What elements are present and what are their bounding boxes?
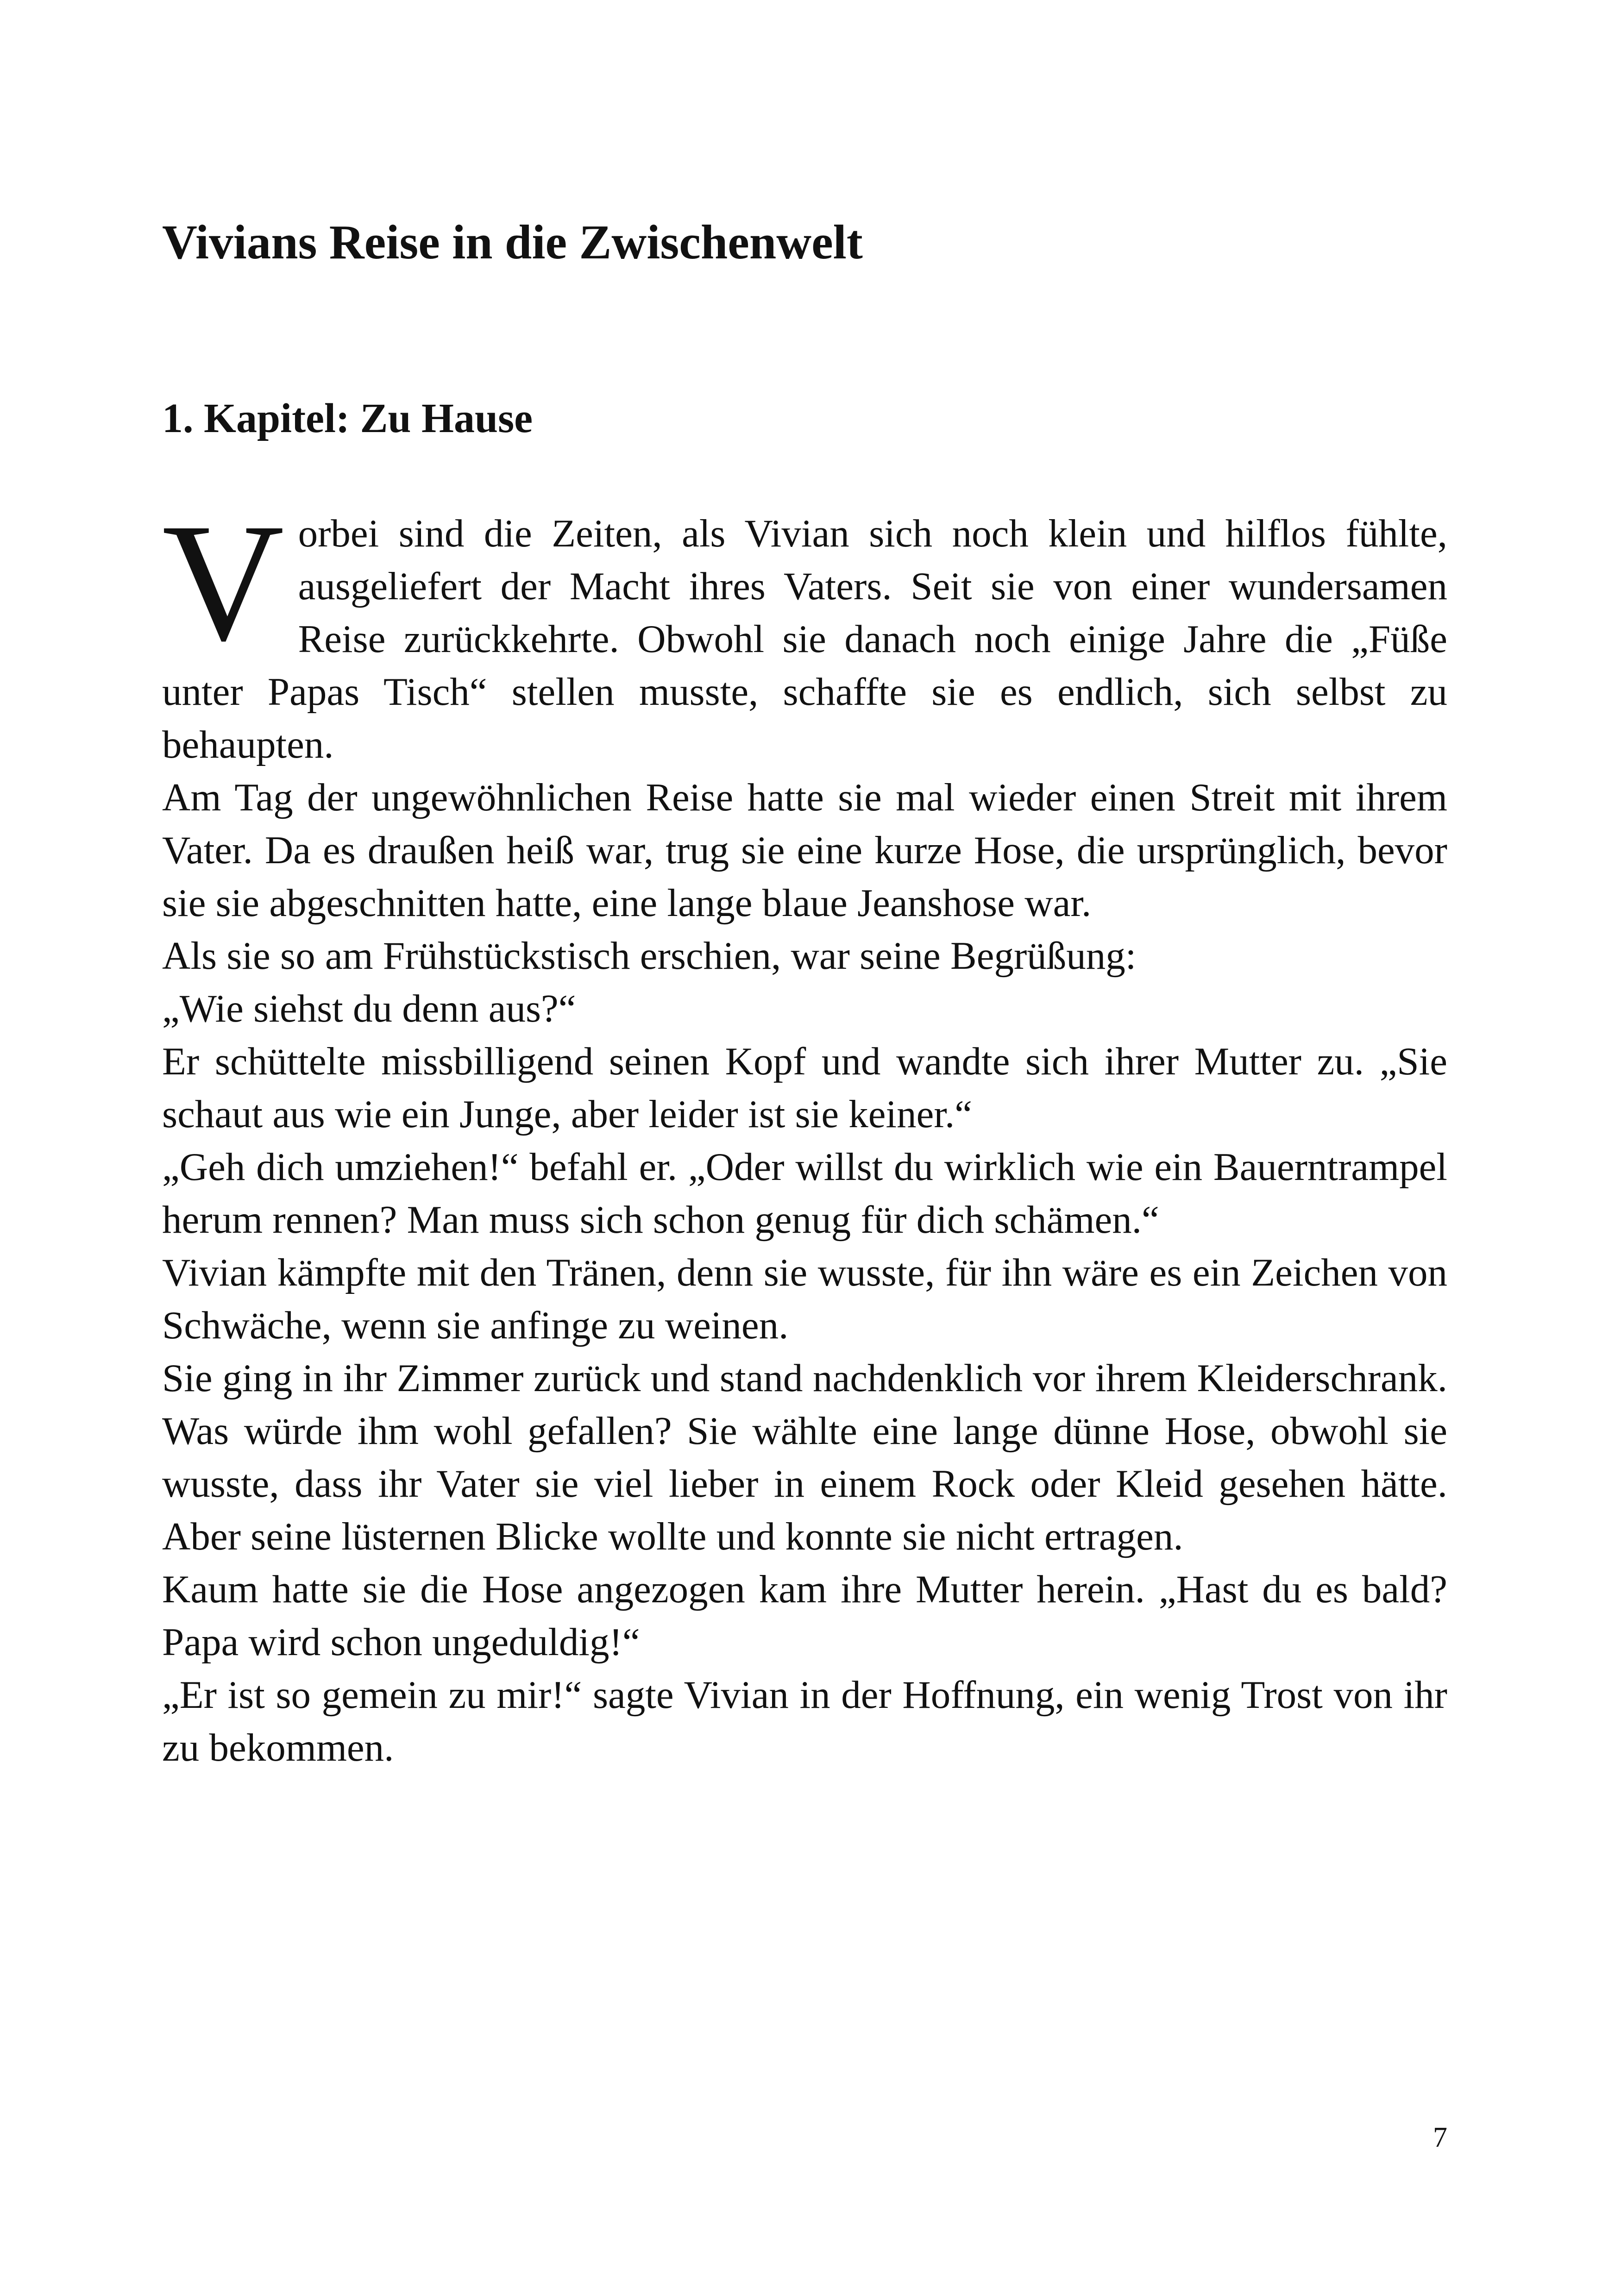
page-number: 7 [1433,2122,1447,2153]
paragraph: Sie ging in ihr Zimmer zurück und stand nachdenklich vor ihrem Kleiderschrank. Was würde ihm wohl gefallen? Sie wählte eine lange dünne Hose, obwohl sie wusste, dass ihr Vater sie viel lieber in einem Rock oder Kleid gesehen hätte. Aber seine lüsternen Blicke wollte und konnte sie nicht ertragen. [162,1356,1447,1558]
paragraph: Kaum hatte sie die Hose angezogen kam ihre Mutter herein. „Hast du es bald? Papa wird schon ungeduldig!“ [162,1568,1447,1664]
body-text [162,489,1447,1774]
paragraph: Am Tag der ungewöhnlichen Reise hatte sie mal wieder einen Streit mit ihrem Vater. Da es draußen heiß war, trug sie eine kurze Hose, die ursprünglich, bevor sie sie abgeschnitten hatte, eine lange blaue Jeanshose war. [162,776,1447,925]
first-paragraph-text: orbei sind die Zeiten, als Vivian sich noch klein und hilflos fühlte, ausgeliefert der Macht ihres Vaters. Seit sie von einer wundersamen Reise zurückkehrte. Obwohl sie danach noch einige Jahre die „Füße unter Papas Tisch“ stellen musste, schaffte sie es endlich, sich selbst zu behaupten. [162,512,1447,766]
paragraph: „Wie siehst du denn aus?“ [162,987,576,1030]
paragraph: Als sie so am Frühstückstisch erschien, war seine Begrüßung: [162,934,1137,978]
paragraph: „Geh dich umziehen!“ befahl er. „Oder willst du wirklich wie ein Bauerntrampel herum rennen? Man muss sich schon genug für dich schämen.“ [162,1145,1447,1242]
first-paragraph [162,489,1447,771]
book-title: Vivians Reise in die Zwischenwelt [162,215,863,269]
drop-cap: V [162,489,284,676]
paragraph: Vivian kämpfte mit den Tränen, denn sie wusste, für ihn wäre es ein Zeichen von Schwäche, wenn sie anfinge zu weinen. [162,1251,1447,1347]
paragraph: Er schüttelte missbilligend seinen Kopf und wandte sich ihrer Mutter zu. „Sie schaut aus wie ein Junge, aber leider ist sie keiner.“ [162,1040,1447,1136]
paragraph: „Er ist so gemein zu mir!“ sagte Vivian in der Hoffnung, ein wenig Trost von ihr zu bekommen. [162,1673,1447,1769]
chapter-title: 1. Kapitel: Zu Hause [162,395,533,441]
